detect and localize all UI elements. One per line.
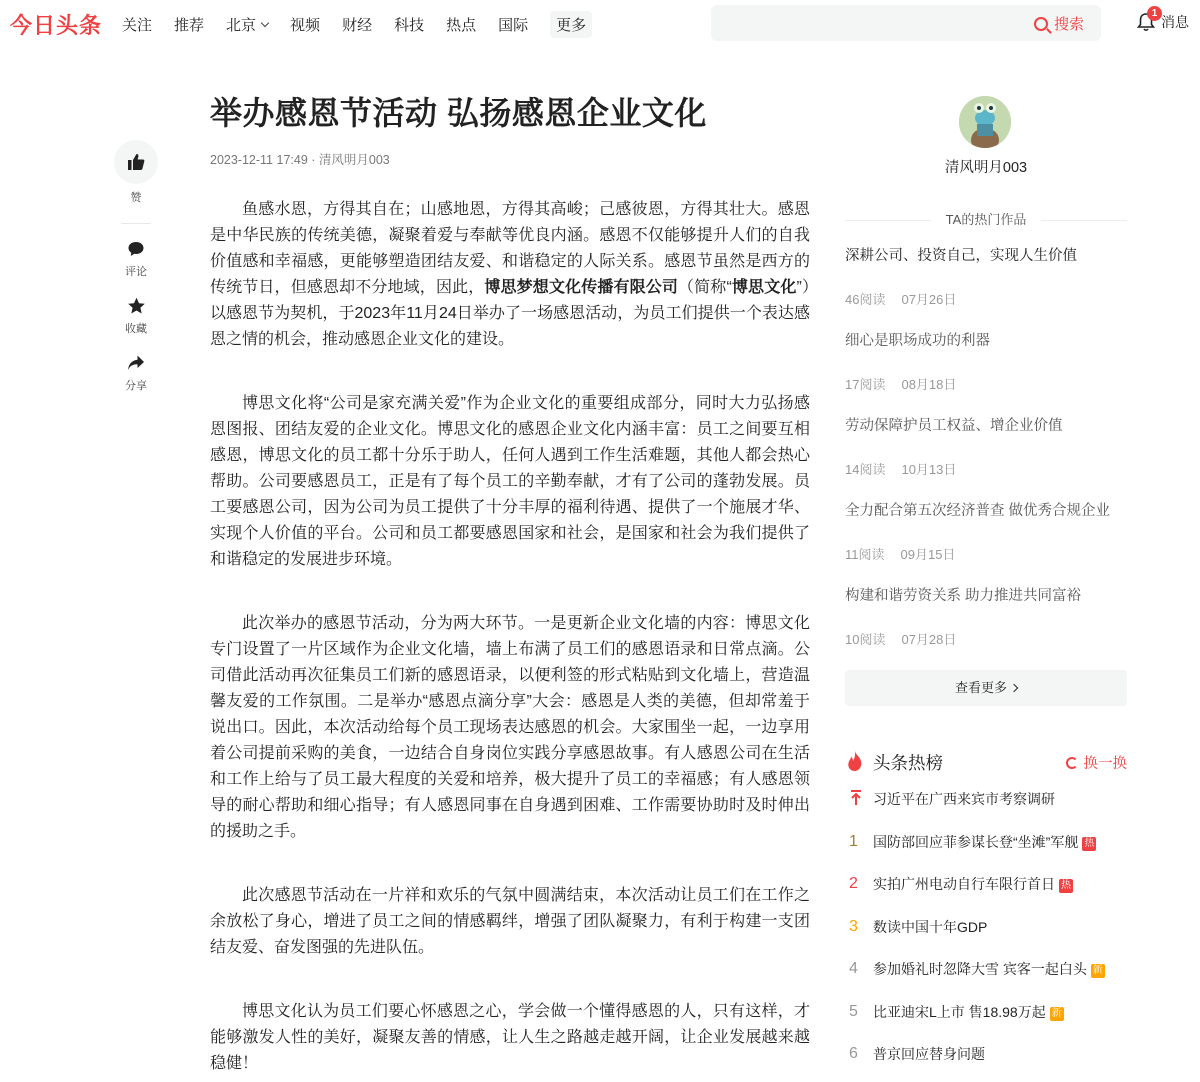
action-rail [114,140,158,411]
paragraph-text: 鱼感水恩，方得其自在；山感地恩，方得其高峻；己感彼恩，方得其壮大。感恩是中华民族的传统美德，凝聚着爱与奉献等优良内涵。感恩不仅能够提升人们的自我价值感和幸福感，更能够塑造团结友爱、和谐稳定的人际关系。感恩节虽然是西方的传统节日，但感恩却不分地域，因此， [210,201,810,296]
work-item[interactable] [845,501,1127,586]
nav-item-recommend[interactable]: 推荐 [174,16,205,34]
message-count-badge: 1 [1147,6,1162,21]
article-title: 举办感恩节活动 弘扬感恩企业文化 [210,95,707,131]
company-short-name: 博思文化 [731,279,797,296]
hotlist-item[interactable] [845,832,1127,875]
hot-badge: 热 [1084,837,1095,849]
share-label: 分享 [125,380,147,392]
author-name[interactable]: 清风明月003 [944,160,1028,176]
pin-icon [845,789,873,813]
work-item[interactable] [845,331,1127,416]
work-meta [845,376,1127,394]
view-more-button[interactable] [845,670,1127,706]
hotlist-rank: 3 [849,917,858,935]
view-more-label: 查看更多 [954,680,1007,695]
refresh-button[interactable] [1066,752,1128,773]
article-paragraph: 博思文化将“公司是家充满关爱”作为企业文化的重要组成部分，同时大力弘扬感恩图报、团结友爱的企业文化。博思文化的感恩企业文化内涵丰富：员工之间要互相感恩，博思文化的员工都十分乐于助人，任何人遇到工作生活难题，其他人都会热心帮助。公司要感恩员工，正是有了每个员工的辛勤奉献，才有了公司的蓬勃发展。员工要感恩公司，因为公司为员工提供了十分丰厚的福利待遇、提供了一个施展才华、实现个人价值的平台。公司和员工都要感恩国家和社会，是国家和社会为我们提供了和谐稳定的发展进步环境。 [210,395,810,568]
hot-works-list [845,246,1127,671]
nav-more-button[interactable]: 更多 [550,11,592,38]
rail-divider [121,223,151,224]
messages-label: 消息 [1161,14,1189,30]
nav-item-follow[interactable]: 关注 [122,16,153,34]
work-date: 10月13日 [901,462,957,477]
work-date: 07月26日 [901,292,957,307]
site-logo[interactable]: 今日头条 [10,13,103,38]
work-meta [845,546,1127,564]
hot-works-title: TA的热门作品 [945,212,1027,227]
hotlist [845,789,1127,1082]
search-box [711,5,1101,41]
bell-icon [1137,8,1158,32]
work-item[interactable] [845,586,1127,671]
hotlist-text: 习近平在广西来宾市考察调研 [873,791,1055,807]
hotlist-item[interactable] [845,1002,1127,1045]
paragraph-text: ”）以感恩节为契机，于2023年11月24日举办了一场感恩活动，为员工们提供一个表达感恩之情的机会，推动感恩企业文化的建设。 [210,279,810,348]
main-nav [122,0,614,48]
hotlist-text-wrap [873,832,1096,852]
work-title: 构建和谐劳资关系 助力推进共同富裕 [845,588,1082,604]
hotlist-text: 参加婚礼时忽降大雪 宾客一起白头 [873,961,1087,977]
work-title: 深耕公司、投资自己，实现人生价值 [845,248,1077,264]
refresh-label: 换一换 [1083,756,1127,772]
search-icon [1034,17,1048,31]
collect-button[interactable] [114,297,158,336]
share-icon [127,354,145,372]
nav-item-international[interactable]: 国际 [498,16,529,34]
work-date: 07月28日 [901,632,957,647]
hotlist-item[interactable] [845,917,1127,960]
work-date: 08月18日 [901,377,957,392]
hotlist-rank: 5 [849,1002,858,1020]
like-button[interactable] [114,140,158,205]
share-button[interactable] [114,354,158,393]
hotlist-item[interactable] [845,789,1127,832]
comment-icon [127,240,145,258]
hotlist-rank: 6 [849,1045,858,1062]
refresh-icon [1066,757,1078,769]
work-meta [845,461,1127,479]
work-reads: 11阅读 [845,547,885,562]
article-paragraph [210,197,810,353]
new-badge: 新 [1092,965,1103,976]
hotlist-text: 普京回应替身问题 [873,1046,985,1062]
hotlist-item[interactable] [845,874,1127,917]
hotlist-text-wrap [873,959,1105,979]
hotlist-rank: 1 [849,832,858,850]
work-title: 全力配合第五次经济普查 做优秀合规企业 [845,503,1111,519]
article-meta: 2023-12-11 17:49 · 清风明月003 [210,153,390,167]
nav-item-hot[interactable]: 热点 [446,16,477,34]
work-reads: 14阅读 [845,462,886,477]
article-paragraph: 博思文化认为员工们要心怀感恩之心，学会做一个懂得感恩的人，只有这样，才能够激发人性的美好，凝聚友善的情感，让人生之路越走越开阔，让企业发展越来越稳健！ [210,1003,810,1072]
hotlist-text-wrap [873,874,1073,894]
article-paragraph: 此次感恩节活动在一片祥和欢乐的气氛中圆满结束，本次活动让员工们在工作之余放松了身心，增进了员工之间的情感羁绊，增强了团队凝聚力，有利于构建一支团结友爱、奋发图强的先进队伍。 [210,887,810,956]
work-reads: 10阅读 [845,632,886,647]
article-paragraph: 此次举办的感恩节活动，分为两大环节。一是更新企业文化墙的内容：博思文化专门设置了一片区域作为企业文化墙，墙上布满了员工们的感恩语录和日常点滴。公司借此活动再次征集员工们新的感恩语录，以便利签的形式粘贴到文化墙上，营造温馨友爱的工作氛围。二是举办“感恩点滴分享”大会：感恩是人类的美德，但却常羞于说出口。因此，本次活动给每个员工现场表达感恩的机会。大家围坐一起，一边享用着公司提前采购的美食，一边结合自身岗位实践分享感恩故事。有人感恩公司在生活和工作上给与了员工最大程度的关爱和培养，极大提升了员工的幸福感；有人感恩领导的耐心帮助和细心指导；有人感恩同事在自身遇到困难、工作需要协助时及时伸出的援助之手。 [210,615,810,840]
hotlist-text: 数读中国十年GDP [873,918,988,935]
nav-item-tech[interactable]: 科技 [394,16,425,34]
thumbs-up-icon [127,153,145,171]
work-title: 细心是职场成功的利器 [845,333,990,349]
search-button[interactable] [1034,13,1084,34]
work-item[interactable] [845,246,1127,331]
hotlist-text: 比亚迪宋L上市 售18.98万起 [873,1003,1046,1020]
flame-icon [845,750,865,772]
hotlist-title: 头条热榜 [873,753,943,773]
author-avatar[interactable] [959,96,1011,148]
like-label: 赞 [130,192,142,204]
work-title: 劳动保障护员工权益、增企业价值 [845,418,1063,434]
work-reads: 46阅读 [845,292,886,307]
comment-button[interactable] [114,240,158,279]
hotlist-header [845,748,1127,774]
hot-works-header [845,210,1127,230]
search-button-label: 搜索 [1054,16,1085,33]
hotlist-text-wrap [873,1002,1064,1022]
chevron-down-icon [261,18,269,26]
hotlist-rank: 2 [849,875,858,892]
work-meta [845,631,1127,649]
paragraph-text: （简称“ [678,279,732,296]
star-icon [127,297,146,315]
search-input[interactable] [723,11,1023,35]
nav-item-finance[interactable]: 财经 [342,16,373,34]
hotlist-item[interactable] [845,1044,1127,1082]
comment-label: 评论 [125,266,147,278]
work-date: 09月15日 [900,547,956,562]
hotlist-text: 国防部回应菲参谋长登“坐滩”军舰 [873,833,1079,850]
work-reads: 17阅读 [845,377,886,392]
nav-item-video[interactable]: 视频 [290,16,321,34]
article [210,92,810,1077]
new-badge: 新 [1051,1007,1062,1019]
collect-label: 收藏 [125,323,147,335]
hotlist-item[interactable] [845,959,1127,1002]
messages-button[interactable] [1137,8,1189,32]
work-item[interactable] [845,416,1127,501]
hotlist-text: 实拍广州电动自行车限行首日 [873,876,1055,892]
nav-item-beijing[interactable] [226,14,268,35]
chevron-right-icon [1010,684,1018,692]
hot-badge: 热 [1061,880,1071,891]
hotlist-rank: 4 [849,960,858,977]
divider [1041,220,1127,221]
nav-item-beijing-label: 北京 [226,16,257,34]
top-bar [0,0,1200,48]
company-name: 博思梦想文化传播有限公司 [484,279,679,296]
like-circle [114,140,158,184]
work-meta [845,291,1127,309]
